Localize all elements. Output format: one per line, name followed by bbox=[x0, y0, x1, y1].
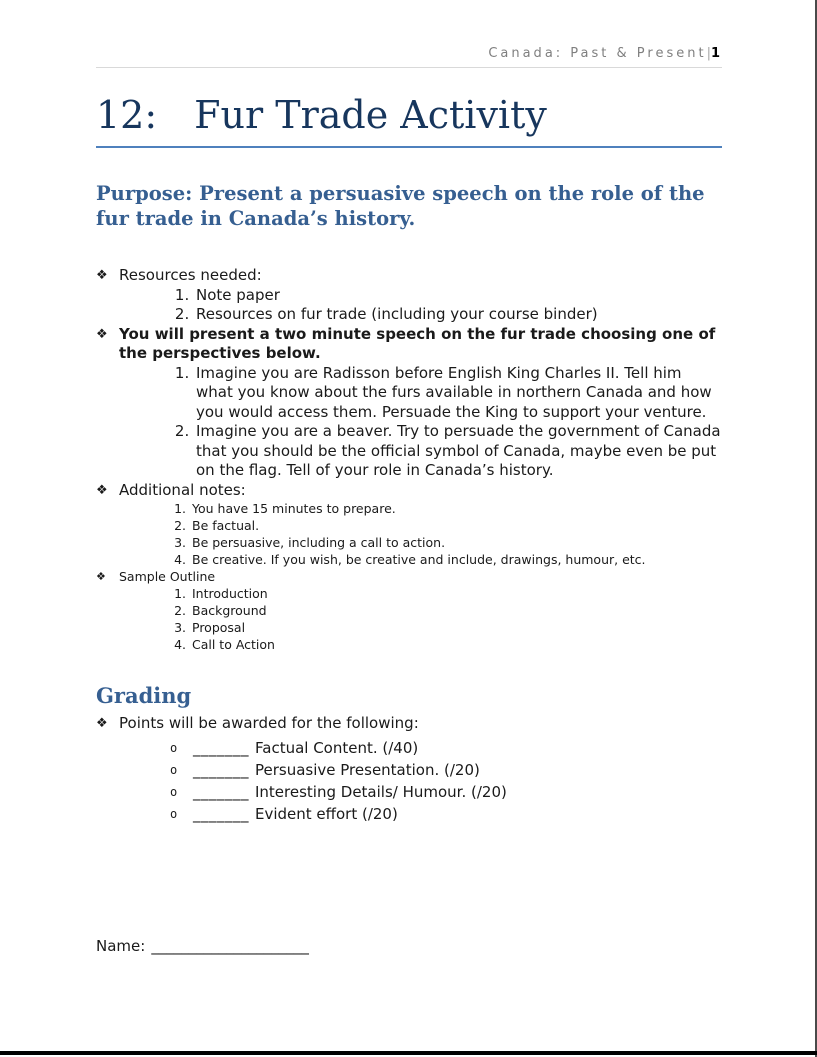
list-item: 2. Imagine you are a beaver. Try to persuade the government of Canada that you should be the official symbol of Canada, maybe even be put on the flag. Tell of your role in Canada’s history. bbox=[194, 422, 722, 481]
numbered-list bbox=[96, 364, 722, 481]
grading-item-label: Evident effort (/20) bbox=[255, 804, 398, 823]
grading-item-label: Factual Content. (/40) bbox=[255, 738, 419, 757]
grading-item bbox=[96, 781, 722, 803]
score-blank: _______ bbox=[193, 760, 249, 779]
bullet-row bbox=[96, 266, 722, 286]
page-title bbox=[96, 94, 722, 148]
circle-bullet-icon: o bbox=[170, 784, 178, 799]
numbered-list bbox=[96, 585, 722, 653]
section-notes bbox=[96, 481, 722, 569]
score-blank: _______ bbox=[193, 738, 249, 757]
list-item: 1. Note paper bbox=[194, 286, 722, 306]
notes-sublist bbox=[96, 500, 722, 568]
diamond-bullet-icon: ❖ bbox=[96, 326, 108, 342]
section-label: You will present a two minute speech on the fur trade choosing one of the perspectives below. bbox=[119, 324, 716, 363]
header-page-number: 1 bbox=[710, 46, 722, 61]
list-item: 3. Proposal bbox=[190, 619, 722, 636]
score-blank: _______ bbox=[193, 804, 249, 823]
score-blank: _______ bbox=[193, 782, 249, 801]
bullet-row bbox=[96, 481, 722, 501]
list-item: 3. Be persuasive, including a call to action. bbox=[190, 534, 722, 551]
grading-intro-row bbox=[96, 714, 722, 734]
header-separator: | bbox=[706, 46, 711, 61]
list-item: 2. Be factual. bbox=[190, 517, 722, 534]
section-sample-outline bbox=[96, 568, 722, 653]
section-label: Sample Outline bbox=[119, 569, 216, 585]
section-resources bbox=[96, 266, 722, 325]
circle-bullet-icon: o bbox=[170, 762, 178, 777]
name-line bbox=[96, 937, 722, 955]
circle-bullet-icon: o bbox=[170, 740, 178, 755]
page-header bbox=[96, 0, 722, 68]
name-label: Name: bbox=[96, 936, 146, 955]
grading-heading: Grading bbox=[96, 683, 192, 709]
list-item: 2. Resources on fur trade (including your course binder) bbox=[194, 305, 722, 325]
list-item: 1. Imagine you are Radisson before English King Charles II. Tell him what you know about the furs available in northern Canada and how you would access them. Persuade the King to support your venture. bbox=[194, 364, 722, 423]
window-bottom-edge bbox=[0, 1051, 817, 1055]
bullet-row bbox=[96, 325, 722, 364]
list-item: 4. Be creative. If you wish, be creative and include, drawings, humour, etc. bbox=[190, 551, 722, 568]
section-speech bbox=[96, 325, 722, 481]
grading-item-label: Persuasive Presentation. (/20) bbox=[255, 760, 480, 779]
grading-item bbox=[96, 737, 722, 759]
section-label: Resources needed: bbox=[119, 266, 262, 285]
grading-intro-label: Points will be awarded for the following: bbox=[119, 714, 419, 733]
diamond-bullet-icon: ❖ bbox=[96, 482, 108, 498]
title-text: Fur Trade Activity bbox=[194, 93, 547, 137]
purpose-heading: Purpose: Present a persuasive speech on the role of the fur trade in Canada’s history. bbox=[96, 181, 705, 231]
header-doc-title: Canada: Past & Present bbox=[488, 46, 707, 61]
name-blank: _____________________ bbox=[151, 936, 309, 955]
outline-list bbox=[96, 266, 722, 653]
numbered-list bbox=[96, 500, 722, 568]
diamond-bullet-icon: ❖ bbox=[96, 570, 106, 584]
diamond-bullet-icon: ❖ bbox=[96, 268, 108, 284]
section-label: Additional notes: bbox=[119, 480, 246, 499]
list-item: 4. Call to Action bbox=[190, 636, 722, 653]
grading-list bbox=[96, 737, 722, 825]
bullet-row bbox=[96, 568, 722, 585]
grading-item bbox=[96, 759, 722, 781]
grading-item-label: Interesting Details/ Humour. (/20) bbox=[255, 782, 507, 801]
diamond-bullet-icon: ❖ bbox=[96, 716, 108, 732]
list-item: 2. Background bbox=[190, 602, 722, 619]
numbered-list bbox=[96, 286, 722, 325]
circle-bullet-icon: o bbox=[170, 806, 178, 821]
list-item: 1. Introduction bbox=[190, 585, 722, 602]
title-number: 12: bbox=[96, 93, 158, 137]
grading-item bbox=[96, 803, 722, 825]
list-item: 1. You have 15 minutes to prepare. bbox=[190, 500, 722, 517]
